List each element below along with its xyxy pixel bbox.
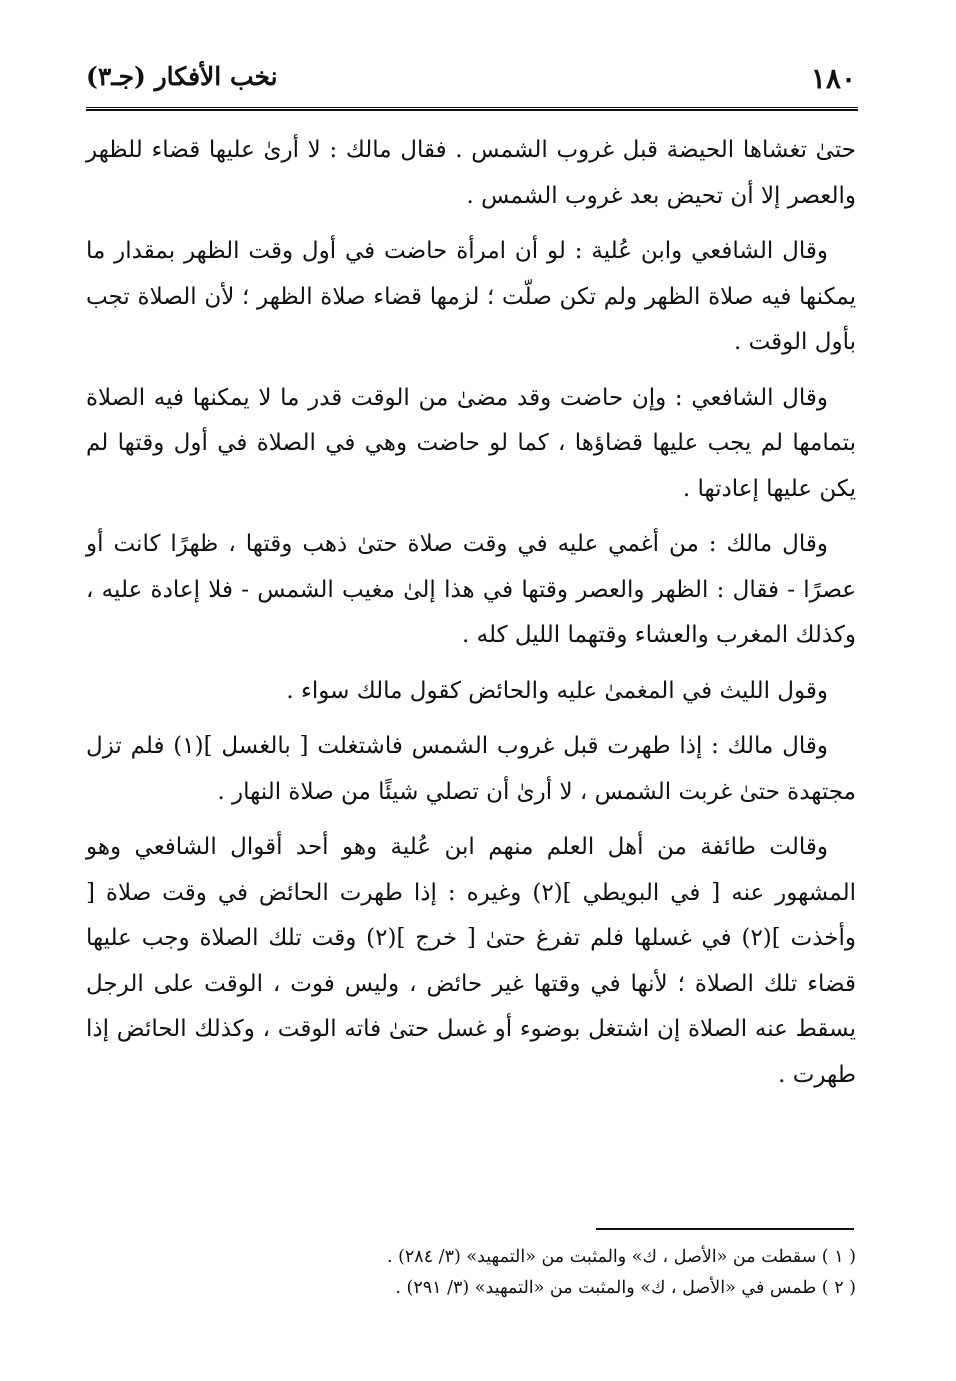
running-title: نخب الأفكار (جـ٣) xyxy=(86,62,278,91)
page-header xyxy=(86,60,856,100)
paragraph: وقال الشافعي وابن عُلية : لو أن امرأة حاضت في أول وقت الظهر بمقدار ما يمكنها فيه صلاة الظهر ولم تكن صلّت ؛ لزمها قضاء صلاة الظهر ؛ لأن الصلاة تجب بأول الوقت . xyxy=(86,238,856,355)
paragraph: وقول الليث في المغمىٰ عليه والحائض كقول مالك سواء . xyxy=(286,677,828,704)
paragraph: وقال الشافعي : وإن حاضت وقد مضىٰ من الوقت قدر ما لا يمكنها فيه الصلاة بتمامها لم يجب عليها قضاؤها ، كما لو حاضت وهي في الصلاة في أول وقتها لم يكن عليها إعادتها . xyxy=(86,384,856,502)
footnote: ( ١ ) سقطت من «الأصل ، ك» والمثبت من «التمهيد» (٣/ ٢٨٤) . xyxy=(386,1247,856,1267)
main-text xyxy=(86,128,856,1098)
footnotes xyxy=(86,1242,856,1304)
page-number: ١٨٠ xyxy=(810,62,856,95)
paragraph: حتىٰ تغشاها الحيضة قبل غروب الشمس . فقال مالك : لا أرىٰ عليها قضاء للظهر والعصر إلا أن تحيض بعد غروب الشمس . xyxy=(86,137,856,209)
paragraph: وقال مالك : إذا طهرت قبل غروب الشمس فاشتغلت [ بالغسل ](١) فلم تزل مجتهدة حتىٰ غربت الشمس ، لا أرىٰ أن تصلي شيئًا من صلاة النهار . xyxy=(86,733,856,805)
footnote-rule xyxy=(596,1228,854,1230)
paragraph: وقال مالك : من أغمي عليه في وقت صلاة حتىٰ ذهب وقتها ، ظهرًا كانت أو عصرًا - فقال : الظهر والعصر وقتها في هذا إلىٰ مغيب الشمس - فلا إعادة عليه ، وكذلك المغرب والعشاء وقتهما الليل كله . xyxy=(86,531,856,648)
header-rule xyxy=(86,107,858,111)
footnote: ( ٢ ) طمس في «الأصل ، ك» والمثبت من «التمهيد» (٣/ ٢٩١) . xyxy=(395,1278,856,1298)
paragraph: وقالت طائفة من أهل العلم منهم ابن عُلية وهو أحد أقوال الشافعي وهو المشهور عنه [ في البويطي ](٢) وغيره : إذا طهرت الحائض في وقت صلاة [ وأخذت ](٢) في غسلها فلم تفرغ حتىٰ [ خرج ](٢) وقت تلك الصلاة وجب عليها قضاء تلك الصلاة ؛ لأنها في وقتها غير حائض ، وليس فوت ، الوقت على الرجل يسقط عنه الصلاة إن اشتغل بوضوء أو غسل حتىٰ فاته الوقت ، وكذلك الحائض إذا طهرت . xyxy=(86,834,857,1088)
